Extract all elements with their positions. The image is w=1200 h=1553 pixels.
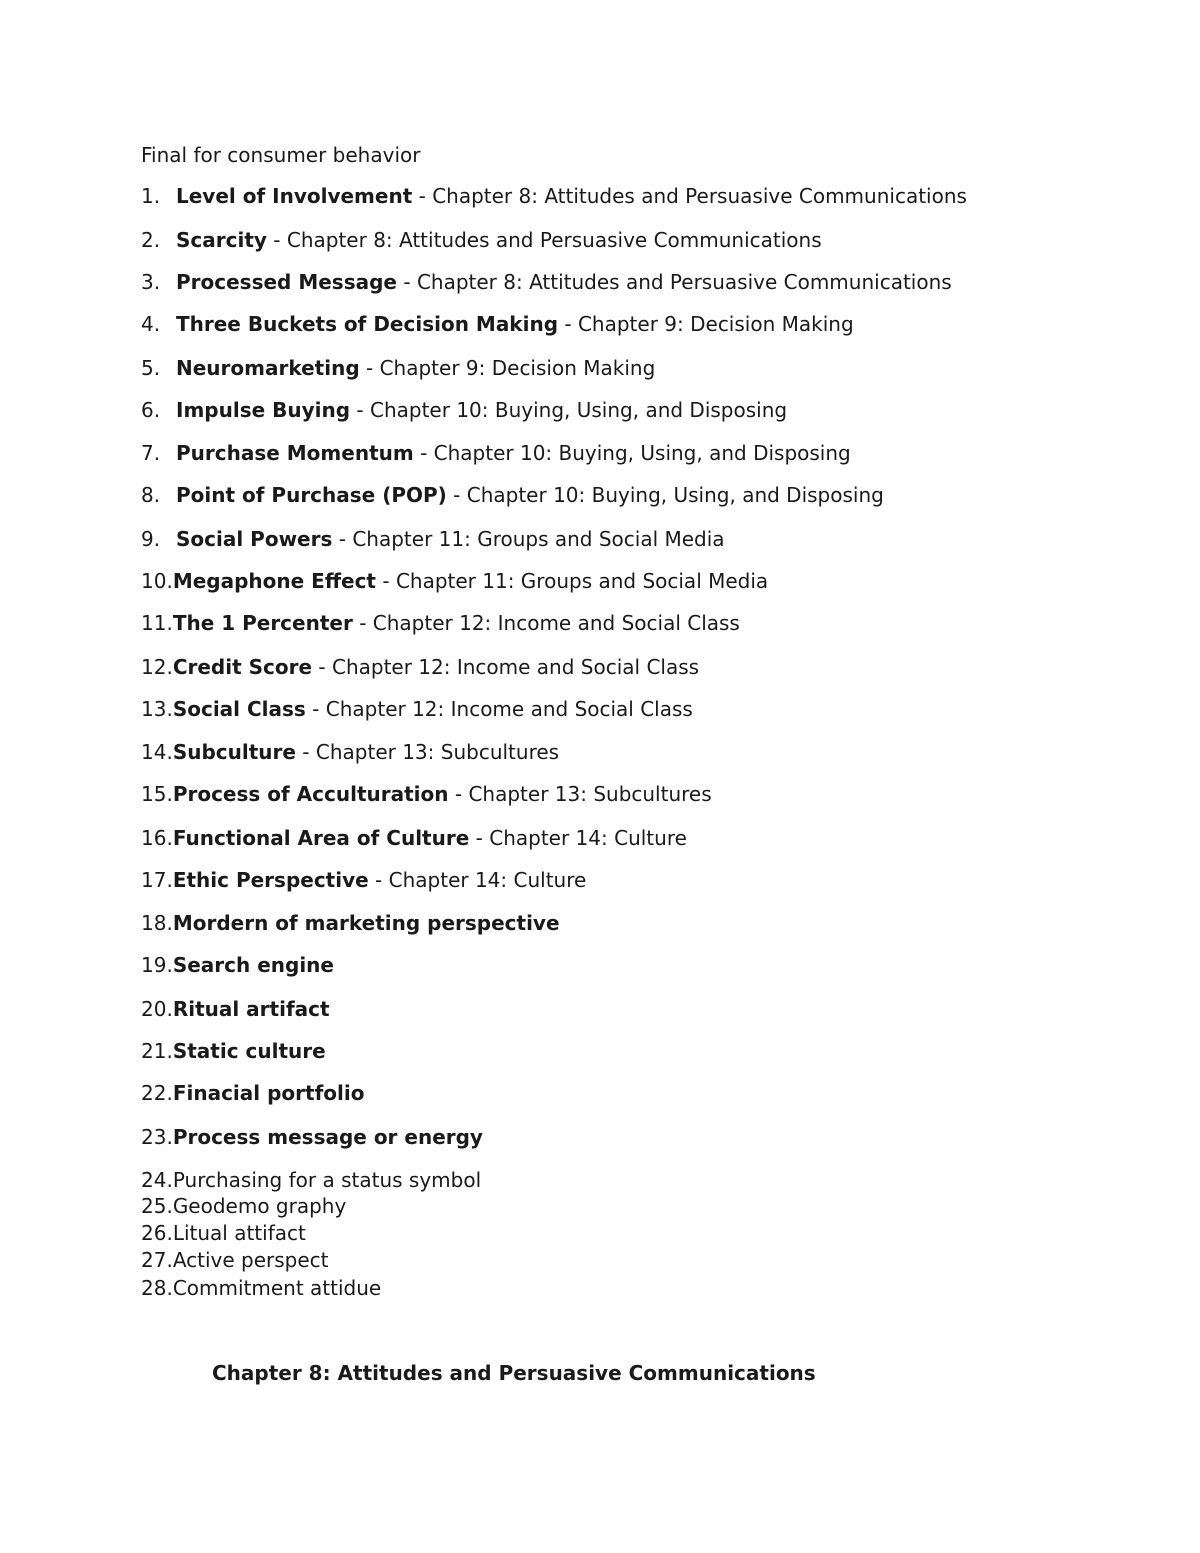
item-number: 22. — [141, 1081, 173, 1105]
item-term: Ritual artifact — [172, 997, 330, 1021]
list-item — [141, 568, 768, 594]
section-heading: Chapter 8: Attitudes and Persuasive Communications — [212, 1361, 816, 1385]
item-chapter: Chapter 14: Culture — [388, 868, 587, 892]
list-item — [141, 482, 884, 508]
item-number: 26. — [141, 1221, 173, 1245]
item-chapter: Chapter 10: Buying, Using, and Disposing — [466, 483, 884, 507]
list-item — [141, 227, 822, 253]
item-term: Functional Area of Culture — [172, 826, 470, 850]
item-term: Processed Message — [176, 270, 397, 294]
item-term: Impulse Buying — [176, 398, 351, 422]
item-number: 24. — [141, 1168, 173, 1192]
item-chapter: Chapter 8: Attitudes and Persuasive Communications — [416, 270, 952, 294]
list-item — [141, 996, 330, 1022]
item-separator: - — [397, 270, 417, 294]
item-text: Commitment attidue — [172, 1276, 382, 1300]
item-separator: - — [446, 483, 467, 507]
item-chapter: Chapter 9: Decision Making — [379, 356, 656, 380]
list-item — [141, 355, 655, 381]
item-number: 15. — [141, 782, 173, 806]
item-number: 4. — [141, 312, 161, 336]
list-item — [141, 654, 699, 680]
item-chapter: Chapter 13: Subcultures — [468, 782, 712, 806]
item-number: 23. — [141, 1125, 173, 1149]
item-term: Ethic Perspective — [172, 868, 369, 892]
list-item — [141, 910, 560, 936]
list-item — [141, 311, 854, 337]
item-separator: - — [469, 826, 490, 850]
item-separator: - — [448, 782, 469, 806]
item-number: 18. — [141, 911, 173, 935]
list-item — [141, 526, 725, 552]
item-term: The 1 Percenter — [172, 611, 353, 635]
item-term: Social Powers — [176, 527, 333, 551]
item-chapter: Chapter 10: Buying, Using, and Disposing — [433, 441, 851, 465]
item-term: Process of Acculturation — [172, 782, 449, 806]
item-separator: - — [359, 356, 380, 380]
item-separator: - — [368, 868, 389, 892]
item-number: 8. — [141, 483, 161, 507]
item-separator: - — [413, 441, 434, 465]
item-number: 7. — [141, 441, 161, 465]
list-item — [141, 696, 693, 722]
item-separator: - — [352, 611, 373, 635]
item-number: 5. — [141, 356, 161, 380]
item-number: 10. — [141, 569, 173, 593]
item-chapter: Chapter 12: Income and Social Class — [372, 611, 740, 635]
item-term: Search engine — [172, 953, 334, 977]
item-chapter: Chapter 11: Groups and Social Media — [395, 569, 769, 593]
item-number: 27. — [141, 1248, 173, 1272]
item-number: 17. — [141, 868, 173, 892]
list-item — [141, 1080, 364, 1106]
item-term: Level of Involvement — [176, 184, 413, 208]
item-term: Neuromarketing — [176, 356, 360, 380]
list-item — [141, 440, 851, 466]
item-number: 11. — [141, 611, 173, 635]
item-term: Megaphone Effect — [172, 569, 376, 593]
item-chapter: Chapter 8: Attitudes and Persuasive Communications — [286, 228, 822, 252]
item-term: Social Class — [172, 697, 306, 721]
list-item — [141, 1193, 346, 1219]
list-item — [141, 825, 687, 851]
list-item — [141, 610, 740, 636]
item-term: Finacial portfolio — [172, 1081, 365, 1105]
item-number: 28. — [141, 1276, 173, 1300]
item-term: Point of Purchase (POP) — [176, 483, 447, 507]
item-number: 19. — [141, 953, 173, 977]
item-separator: - — [412, 184, 433, 208]
item-number: 6. — [141, 398, 161, 422]
item-chapter: Chapter 11: Groups and Social Media — [352, 527, 725, 551]
item-chapter: Chapter 10: Buying, Using, and Disposing — [370, 398, 788, 422]
item-number: 3. — [141, 270, 161, 294]
item-separator: - — [295, 740, 316, 764]
item-term: Process message or energy — [172, 1125, 483, 1149]
item-term: Subculture — [172, 740, 296, 764]
list-item — [141, 952, 334, 978]
document-title: Final for consumer behavior — [141, 143, 421, 167]
list-item — [141, 1038, 326, 1064]
item-chapter: Chapter 14: Culture — [489, 826, 687, 850]
item-chapter: Chapter 8: Attitudes and Persuasive Communications — [432, 184, 967, 208]
item-number: 12. — [141, 655, 173, 679]
item-separator: - — [305, 697, 326, 721]
item-number: 16. — [141, 826, 173, 850]
list-item — [141, 1275, 381, 1301]
list-item — [141, 739, 559, 765]
item-number: 1. — [141, 184, 161, 208]
item-separator: - — [350, 398, 370, 422]
item-separator: - — [332, 527, 353, 551]
list-item — [141, 1247, 329, 1273]
item-separator: - — [266, 228, 287, 252]
item-chapter: Chapter 13: Subcultures — [315, 740, 560, 764]
list-item — [141, 183, 967, 209]
list-item — [141, 1167, 481, 1193]
item-number: 2. — [141, 228, 161, 252]
item-text: Geodemo graphy — [172, 1194, 347, 1218]
item-number: 21. — [141, 1039, 173, 1063]
list-item — [141, 1124, 483, 1150]
item-term: Scarcity — [176, 228, 267, 252]
item-term: Purchase Momentum — [176, 441, 414, 465]
item-separator: - — [376, 569, 396, 593]
item-text: Litual attifact — [172, 1221, 306, 1245]
list-item — [141, 1220, 306, 1246]
item-number: 25. — [141, 1194, 173, 1218]
item-text: Active perspect — [172, 1248, 329, 1272]
item-chapter: Chapter 9: Decision Making — [577, 312, 854, 336]
list-item — [141, 781, 712, 807]
item-separator: - — [312, 655, 332, 679]
item-number: 9. — [141, 527, 161, 551]
item-number: 14. — [141, 740, 173, 764]
list-item — [141, 867, 586, 893]
list-item — [141, 397, 787, 423]
item-text: Purchasing for a status symbol — [172, 1168, 482, 1192]
item-term: Credit Score — [172, 655, 313, 679]
list-item — [141, 269, 952, 295]
item-term: Three Buckets of Decision Making — [176, 312, 559, 336]
item-number: 20. — [141, 997, 173, 1021]
item-chapter: Chapter 12: Income and Social Class — [331, 655, 700, 679]
item-term: Static culture — [172, 1039, 326, 1063]
item-number: 13. — [141, 697, 173, 721]
item-separator: - — [558, 312, 578, 336]
item-chapter: Chapter 12: Income and Social Class — [325, 697, 693, 721]
item-term: Mordern of marketing perspective — [172, 911, 560, 935]
